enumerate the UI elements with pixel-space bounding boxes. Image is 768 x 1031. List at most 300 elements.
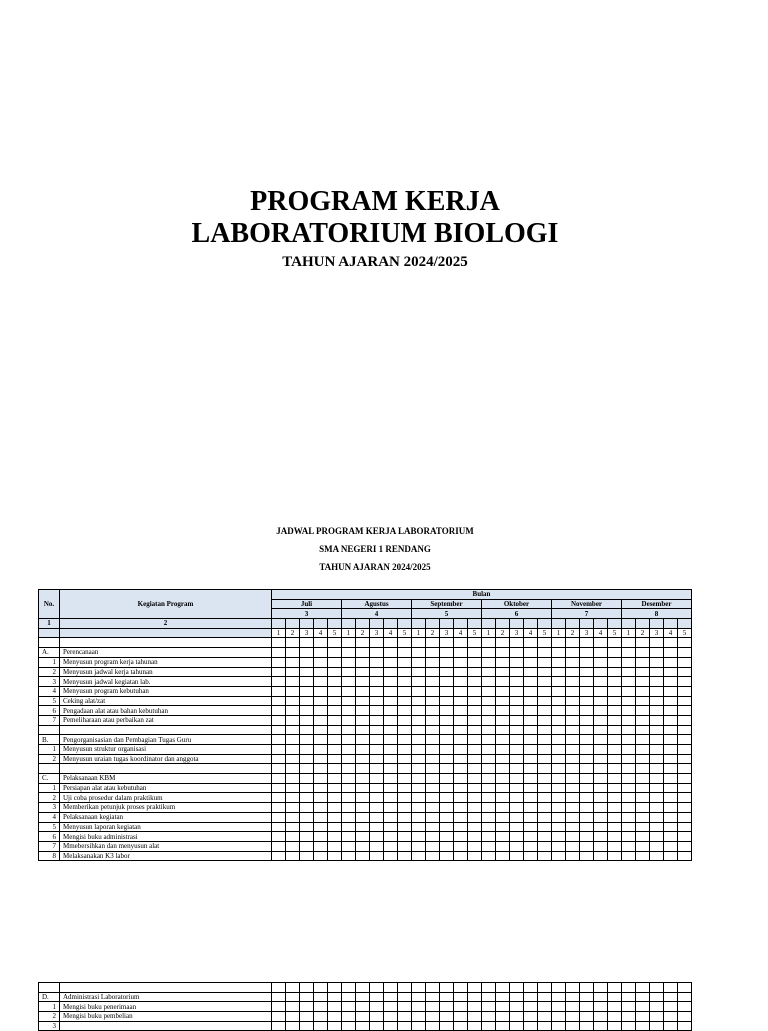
week-cell [482,1002,496,1012]
week-cell [370,832,384,842]
index-blank [650,619,664,629]
week-cell [482,754,496,764]
week-cell [608,812,622,822]
week-cell [440,648,454,658]
week-number: 4 [314,628,328,638]
week-cell [622,725,636,735]
week-cell [328,812,342,822]
index-no: 1 [39,619,60,629]
section-row [39,992,692,1002]
table-row [39,715,692,725]
row-activity [60,764,272,774]
row-number: 6 [39,706,60,716]
week-cell [566,706,580,716]
week-cell [328,832,342,842]
index-blank [454,619,468,629]
week-cell [272,735,286,745]
week-number: 3 [510,628,524,638]
week-cell [398,1021,412,1031]
week-cell [426,706,440,716]
week-cell [286,735,300,745]
week-cell [622,696,636,706]
week-cell [622,1012,636,1022]
week-cell [300,677,314,687]
week-cell [398,832,412,842]
row-activity: Menyusun program kebutuhan [60,686,272,696]
week-cell [608,1012,622,1022]
week-cell [552,686,566,696]
week-cell [286,715,300,725]
week-cell [524,832,538,842]
week-cell [594,783,608,793]
week-cell [272,1021,286,1031]
week-cell [482,715,496,725]
week-cell [342,1002,356,1012]
week-cell [384,1012,398,1022]
week-cell [440,841,454,851]
week-cell [412,657,426,667]
week-cell [454,851,468,861]
week-cell [496,983,510,993]
week-cell [510,706,524,716]
week-cell [636,657,650,667]
week-cell [426,745,440,755]
week-cell [664,667,678,677]
week-cell [650,803,664,813]
week-cell [538,638,552,648]
week-cell [300,822,314,832]
week-cell [510,812,524,822]
week-cell [328,657,342,667]
week-cell [342,696,356,706]
week-cell [538,696,552,706]
week-cell [622,667,636,677]
week-cell [468,677,482,687]
week-cell [454,822,468,832]
index-blank [398,619,412,629]
week-cell [370,745,384,755]
row-activity: Mengisi buku penerimaan [60,1002,272,1012]
row-number: 2 [39,793,60,803]
week-cell [300,686,314,696]
row-number [39,983,60,993]
index-blank [664,619,678,629]
week-cell [594,1002,608,1012]
week-cell [272,832,286,842]
week-cell [580,764,594,774]
week-cell [664,841,678,851]
week-cell [342,851,356,861]
row-activity: Administrasi Laboratorium [60,992,272,1002]
week-cell [496,686,510,696]
week-cell [314,754,328,764]
row-activity: Melaksanakan K3 labor [60,851,272,861]
week-cell [636,725,650,735]
row-activity: Menyusun laporan kegiatan [60,822,272,832]
week-cell [664,822,678,832]
row-number: 4 [39,686,60,696]
week-cell [538,745,552,755]
week-cell [468,803,482,813]
week-cell [300,841,314,851]
week-cell [552,764,566,774]
week-cell [286,1021,300,1031]
week-cell [594,745,608,755]
week-cell [594,667,608,677]
week-cell [636,764,650,774]
week-cell [538,725,552,735]
week-cell [594,803,608,813]
month-index: 4 [342,609,412,619]
week-cell [552,1012,566,1022]
week-cell [664,992,678,1002]
week-cell [496,745,510,755]
week-cell [566,793,580,803]
week-cell [524,783,538,793]
title-line-1: PROGRAM KERJA [250,186,500,217]
week-cell [538,648,552,658]
week-cell [538,754,552,764]
week-cell [510,725,524,735]
week-cell [356,745,370,755]
week-cell [468,1002,482,1012]
week-cell [426,793,440,803]
week-cell [398,851,412,861]
week-cell [412,764,426,774]
week-cell [370,822,384,832]
week-cell [594,992,608,1002]
week-cell [370,803,384,813]
month-header: Agustus [342,599,412,609]
week-cell [482,812,496,822]
week-cell [510,803,524,813]
week-cell [356,686,370,696]
week-cell [496,832,510,842]
month-header: Desember [622,599,692,609]
week-cell [566,648,580,658]
header-no: No. [39,590,60,619]
week-cell [342,812,356,822]
week-cell [398,1012,412,1022]
week-cell [524,983,538,993]
week-cell [608,992,622,1002]
week-cell [356,715,370,725]
week-cell [594,841,608,851]
row-activity: Pengadaan alat atau bahan kebutuhan [60,706,272,716]
week-cell [412,706,426,716]
week-cell [678,841,692,851]
week-cell [356,735,370,745]
row-activity: Pemeliharaan atau perbaikan zat [60,715,272,725]
table-row [39,725,692,735]
week-cell [412,822,426,832]
index-blank [524,619,538,629]
week-cell [272,841,286,851]
month-header: Juli [272,599,342,609]
week-cell [678,822,692,832]
week-cell [552,715,566,725]
week-cell [496,735,510,745]
week-cell [650,783,664,793]
week-cell [496,851,510,861]
week-cell [286,1012,300,1022]
week-cell [286,725,300,735]
week-cell [468,715,482,725]
row-number: 7 [39,841,60,851]
week-cell [370,1012,384,1022]
week-cell [454,1021,468,1031]
row-activity: Menyusun uraian tugas koordinator dan anggota [60,754,272,764]
week-number: 2 [426,628,440,638]
week-cell [510,793,524,803]
table-row [39,783,692,793]
table-row [39,657,692,667]
week-cell [468,1012,482,1022]
week-cell [580,686,594,696]
week-cell [440,706,454,716]
week-cell [524,1002,538,1012]
week-cell [314,686,328,696]
week-cell [482,696,496,706]
index-blank [426,619,440,629]
week-cell [636,745,650,755]
week-cell [454,657,468,667]
week-cell [496,1002,510,1012]
week-cell [286,1002,300,1012]
month-index: 5 [412,609,482,619]
week-cell [300,812,314,822]
week-cell [412,686,426,696]
week-cell [650,745,664,755]
document-title [0,186,750,272]
week-cell [328,677,342,687]
week-cell [594,832,608,842]
week-cell [370,638,384,648]
week-cell [384,764,398,774]
week-cell [566,667,580,677]
week-cell [594,774,608,784]
week-cell [678,783,692,793]
week-cell [286,696,300,706]
week-cell [286,822,300,832]
week-cell [608,851,622,861]
week-cell [678,1012,692,1022]
week-number: 5 [608,628,622,638]
week-number: 5 [468,628,482,638]
week-cell [454,715,468,725]
week-cell [664,803,678,813]
header-month-group: Bulan [272,590,692,600]
week-cell [356,648,370,658]
week-cell [328,783,342,793]
table-row [39,1021,692,1031]
week-cell [314,706,328,716]
week-cell [328,851,342,861]
week-cell [622,754,636,764]
schedule-heading-line-3: TAHUN AJARAN 2024/2025 [319,562,431,572]
week-cell [384,715,398,725]
week-cell [440,667,454,677]
week-cell [608,657,622,667]
week-cell [496,648,510,658]
week-cell [608,677,622,687]
week-cell [272,686,286,696]
week-cell [608,1002,622,1012]
week-cell [440,725,454,735]
week-cell [524,764,538,774]
week-cell [608,822,622,832]
week-cell [636,696,650,706]
week-cell [300,638,314,648]
header-row-index [39,619,692,629]
week-cell [454,754,468,764]
row-activity [60,725,272,735]
week-cell [678,803,692,813]
week-cell [482,667,496,677]
week-cell [538,841,552,851]
header-row-1 [39,590,692,600]
week-cell [412,983,426,993]
week-cell [300,706,314,716]
week-cell [454,992,468,1002]
week-cell [678,1002,692,1012]
week-cell [496,793,510,803]
week-cell [496,657,510,667]
week-cell [426,657,440,667]
week-cell [272,657,286,667]
week-cell [328,648,342,658]
row-number: 5 [39,696,60,706]
week-cell [482,764,496,774]
week-cell [552,638,566,648]
week-number: 4 [594,628,608,638]
week-cell [510,764,524,774]
week-cell [608,638,622,648]
week-cell [636,774,650,784]
week-cell [412,735,426,745]
week-cell [636,851,650,861]
week-cell [342,754,356,764]
week-cell [454,764,468,774]
week-cell [370,706,384,716]
week-cell [482,648,496,658]
week-cell [594,735,608,745]
week-cell [552,706,566,716]
week-cell [412,812,426,822]
week-cell [538,851,552,861]
week-cell [300,992,314,1002]
week-cell [482,706,496,716]
week-cell [664,696,678,706]
week-cell [384,1002,398,1012]
week-cell [468,774,482,784]
week-cell [440,992,454,1002]
week-number: 1 [482,628,496,638]
week-cell [580,1012,594,1022]
week-cell [356,783,370,793]
week-cell [482,841,496,851]
week-cell [370,754,384,764]
week-cell [482,745,496,755]
week-cell [622,1021,636,1031]
week-cell [370,657,384,667]
week-cell [412,841,426,851]
week-cell [482,983,496,993]
week-cell [328,983,342,993]
week-cell [580,822,594,832]
week-cell [342,841,356,851]
week-cell [454,1012,468,1022]
week-cell [510,1002,524,1012]
week-cell [482,803,496,813]
week-cell [678,725,692,735]
week-cell [566,1012,580,1022]
week-cell [636,1012,650,1022]
week-cell [524,745,538,755]
table-row [39,832,692,842]
week-cell [664,851,678,861]
week-cell [678,696,692,706]
row-number: 1 [39,783,60,793]
week-cell [552,851,566,861]
week-cell [398,657,412,667]
week-cell [328,638,342,648]
week-cell [538,774,552,784]
week-cell [482,992,496,1002]
week-cell [538,677,552,687]
week-cell [272,851,286,861]
week-cell [370,1021,384,1031]
week-cell [314,822,328,832]
week-cell [370,648,384,658]
week-cell [384,735,398,745]
week-cell [496,783,510,793]
week-cell [300,803,314,813]
week-cell [286,754,300,764]
week-cell [552,725,566,735]
week-cell [426,638,440,648]
week-cell [328,822,342,832]
week-cell [370,715,384,725]
week-cell [538,1002,552,1012]
week-cell [300,1021,314,1031]
week-cell [482,638,496,648]
week-cell [566,696,580,706]
week-cell [510,667,524,677]
week-cell [538,812,552,822]
week-cell [622,793,636,803]
week-cell [594,648,608,658]
week-cell [468,841,482,851]
week-cell [496,706,510,716]
week-cell [622,715,636,725]
index-blank [300,619,314,629]
week-cell [342,822,356,832]
week-cell [636,706,650,716]
week-cell [650,832,664,842]
week-cell [314,735,328,745]
week-number: 1 [552,628,566,638]
week-cell [636,793,650,803]
week-cell [566,725,580,735]
week-cell [426,677,440,687]
week-cell [272,793,286,803]
month-index: 6 [482,609,552,619]
row-number: 6 [39,832,60,842]
week-cell [328,793,342,803]
week-cell [272,725,286,735]
row-number: 3 [39,1021,60,1031]
